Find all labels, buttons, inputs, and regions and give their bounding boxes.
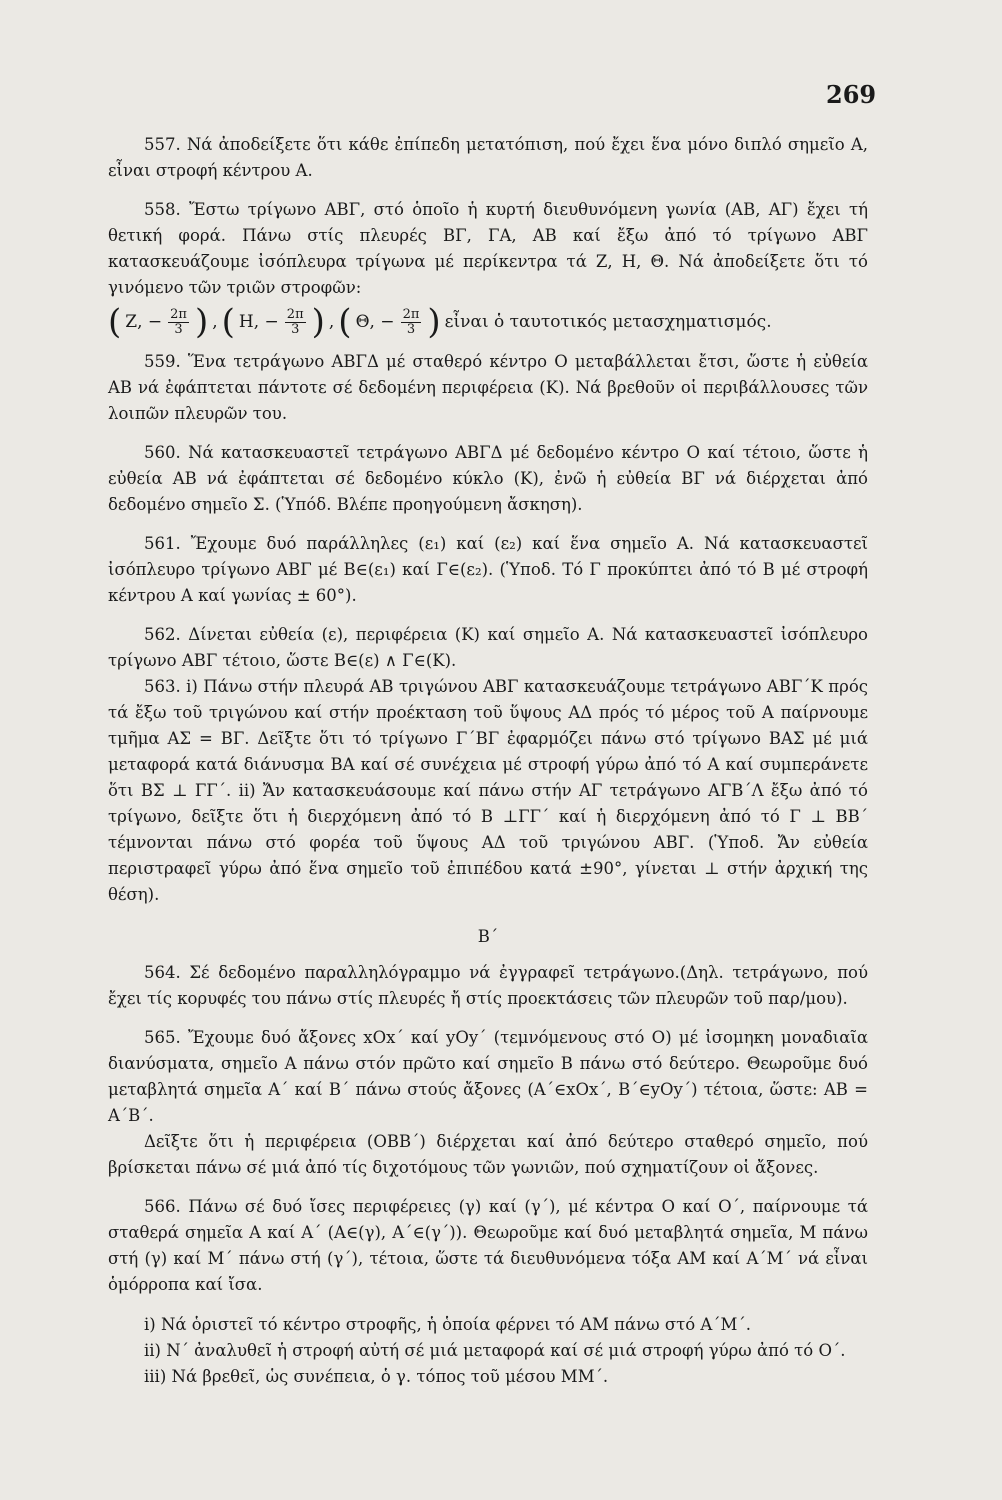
close-paren-3: )	[427, 302, 441, 342]
exercise-566-items	[108, 1312, 868, 1390]
exercise-566: 566. Πάνω σέ δυό ἴσες περιφέρειες (γ) καί (γ΄), μέ κέντρα Ο καί Ο΄, παίρνουμε τά σταθερά σημεῖα Α καί Α΄ (Α∈(γ), Α΄∈(γ΄)). Θεωροῦμε καί δυό μεταβλητά σημεῖα, Μ πάνω στή (γ) καί Μ΄ πάνω στή (γ΄), τέτοια, ὥστε τά διευθυνόμενα τόξα ΑΜ καί Α΄Μ΄ νά εἶναι ὁμόρροπα καί ἴσα.	[108, 1197, 868, 1294]
open-paren-2: (	[221, 302, 235, 342]
rotation-z: Ζ, −	[125, 312, 163, 332]
sub-item-i: i) Νά ὁριστεῖ τό κέντρο στροφῆς, ἡ ὁποία φέρνει τό ΑΜ πάνω στό Α΄Μ΄.	[144, 1315, 751, 1334]
fraction-1	[168, 308, 189, 337]
rotation-h: Η, −	[238, 312, 279, 332]
exercise-557: 557. Νά ἀποδείξετε ὅτι κάθε ἐπίπεδη μετατόπιση, πού ἔχει ἕνα μόνο διπλό σημεῖο Α, εἶναι στροφή κέντρου Α.	[108, 135, 868, 180]
numerator: 2π	[402, 306, 420, 322]
exercise-565: 565. Ἔχουμε δυό ἄξονες xOx΄ καί yOy΄ (τεμνόμενους στό Ο) μέ ἰσομηκη μοναδιαῖα διανύσματα, σημεῖο Α πάνω στόν πρῶτο καί σημεῖο Β πάνω στό δεύτερο. Θεωροῦμε δυό μεταβλητά σημεῖα Α΄ καί Β΄ πάνω στούς ἄξονες (Α΄∈xOx΄, Β΄∈yOy΄) τέτοια, ὥστε: ΑΒ = Α΄Β΄.	[108, 1028, 868, 1125]
denominator: 3	[406, 321, 416, 337]
exercise-561: 561. Ἔχουμε δυό παράλληλες (ε₁) καί (ε₂) καί ἕνα σημεῖο Α. Νά κατασκευαστεῖ ἰσόπλευρο τρίγωνο ΑΒΓ μέ Β∈(ε₁) καί Γ∈(ε₂). (Ὑποδ. Τό Γ προκύπτει ἀπό τό Β μέ στροφή κέντρου Α καί γωνίας ± 60°).	[108, 534, 868, 605]
open-paren-3: (	[338, 302, 352, 342]
close-paren-1: )	[194, 302, 209, 342]
close-paren-2: )	[311, 302, 325, 342]
sub-item-ii: ii) Ν΄ ἀναλυθεῖ ἡ στροφή αὐτή σέ μιά μεταφορά καί σέ μιά στροφή γύρω ἀπό τό Ο΄.	[144, 1341, 846, 1360]
exercise-558: 558. Ἔστω τρίγωνο ΑΒΓ, στό ὁποῖο ἡ κυρτή διευθυνόμενη γωνία (ΑΒ, ΑΓ) ἔχει τή θετική φορά. Πάνω στίς πλευρές ΒΓ, ΓΑ, ΑΒ καί ἔξω ἀπό τό τρίγωνο ΑΒΓ κατασκευάζουμε ἰσόπλευρα τρίγωνα μέ περίκεντρα τά Ζ, Η, Θ. Νά ἀποδείξετε ὅτι τό γινόμενο τῶν τριῶν στροφῶν:	[108, 200, 868, 297]
open-paren-1: (	[108, 302, 122, 342]
page-number: 269	[826, 80, 877, 109]
denominator: 3	[291, 321, 300, 337]
exercise-563: 563. i) Πάνω στήν πλευρά ΑΒ τριγώνου ΑΒΓ κατασκευάζουμε τετράγωνο ΑΒΓ΄Κ πρός τά ἔξω τοῦ τριγώνου καί στήν προέκταση τοῦ ὕψους ΑΔ πρός τό μέρος τοῦ Α παίρνουμε τμῆμα ΑΣ = ΒΓ. Δεῖξτε ὅτι τό τρίγωνο Γ΄ΒΓ ἐφαρμόζει πάνω στό τρίγωνο ΒΑΣ μέ μιά μεταφορά κατά διάνυσμα ΒΑ καί σέ συνέχεια μέ στροφή γύρω ἀπό τό Α καί συμπεράνετε ὅτι ΒΣ ⊥ ΓΓ΄. ii) Ἄν κατασκευάσουμε καί πάνω στήν ΑΓ τετράγωνο ΑΓΒ΄Λ ἔξω ἀπό τό τρίγωνο, δεῖξτε ὅτι ἡ διερχόμενη ἀπό τό Β ⊥ΓΓ΄ καί ἡ διερχόμενη ἀπό τό Γ ⊥ ΒΒ΄ τέμνονται πάνω στό φορέα τοῦ ὕψους ΑΔ τοῦ τριγώνου ΑΒΓ. (Ὑποδ. Ἄν εὐθεία περιστραφεῖ γύρω ἀπό ἕνα σημεῖο τοῦ ἐπιπέδου κατά ±90°, γίνεται ⊥ στήν ἀρχική της θέση).	[108, 677, 868, 904]
rotation-theta: Θ, −	[355, 312, 395, 332]
fraction-3	[401, 308, 422, 337]
fraction-2	[285, 308, 306, 337]
sub-item-iii: iii) Νά βρεθεῖ, ὡς συνέπεια, ὁ γ. τόπος τοῦ μέσου ΜΜ΄.	[144, 1367, 609, 1386]
exercise-560: 560. Νά κατασκευαστεῖ τετράγωνο ΑΒΓΔ μέ δεδομένο κέντρο Ο καί τέτοιο, ὥστε ἡ εὐθεία ΑΒ νά ἐφάπτεται σέ δεδομένο κύκλο (Κ), ἐνῶ ἡ εὐθεία ΒΓ νά διέρχεται ἀπό δεδομένο σημεῖο Σ. (Ὑπόδ. Βλέπε προηγούμενη ἄσκηση).	[108, 443, 868, 514]
exercise-562: 562. Δίνεται εὐθεία (ε), περιφέρεια (Κ) καί σημεῖο Α. Νά κατασκευαστεῖ ἰσόπλευρο τρίγωνο ΑΒΓ τέτοιο, ὥστε Β∈(ε) ∧ Γ∈(Κ).	[108, 625, 868, 670]
exercise-564: 564. Σέ δεδομένο παραλληλόγραμμο νά ἐγγραφεῖ τετράγωνο.(Δηλ. τετράγωνο, πού ἔχει τίς κορυφές του πάνω στίς πλευρές ἤ στίς προεκτάσεις τῶν πλευρῶν τοῦ παρ/μου).	[108, 963, 868, 1008]
rotation-product-formula	[108, 302, 868, 342]
comma: ,	[212, 312, 218, 332]
comma: ,	[328, 312, 335, 332]
numerator: 2π	[286, 306, 304, 322]
denominator: 3	[174, 321, 183, 337]
numerator: 2π	[170, 306, 187, 322]
exercise-565-continued: Δεῖξτε ὅτι ἡ περιφέρεια (ΟΒΒ΄) διέρχεται καί ἀπό δεύτερο σταθερό σημεῖο, πού βρίσκεται πάνω σέ μιά ἀπό τίς διχοτόμους τῶν γωνιῶν, πού σχηματίζουν οἱ ἄξονες.	[108, 1132, 868, 1177]
exercise-column	[108, 132, 868, 1390]
formula-conclusion: εἶναι ὁ ταυτοτικός μετασχηματισμός.	[444, 312, 772, 332]
section-heading: Β΄	[477, 927, 499, 946]
exercise-559: 559. Ἕνα τετράγωνο ΑΒΓΔ μέ σταθερό κέντρο Ο μεταβάλλεται ἔτσι, ὥστε ἡ εὐθεία ΑΒ νά ἐφάπτεται πάντοτε σέ δεδομένη περιφέρεια (Κ). Νά βρεθοῦν οἱ περιβάλλουσες τῶν λοιπῶν πλευρῶν του.	[108, 352, 868, 423]
